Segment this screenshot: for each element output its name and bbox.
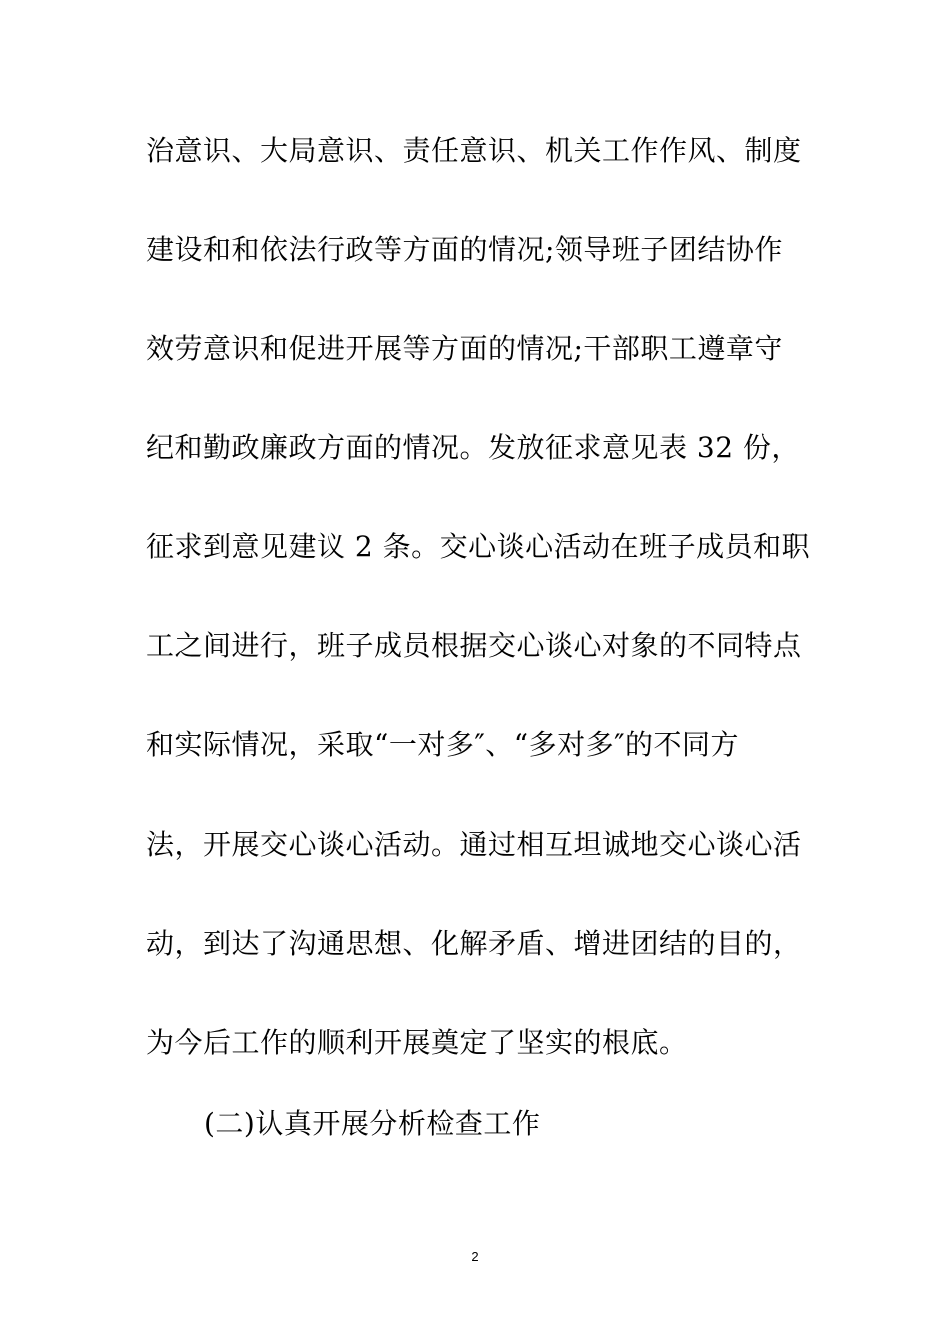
body-text-line: 工之间进行，班子成员根据交心谈心对象的不同特点	[146, 629, 802, 662]
body-text-line: 法，开展交心谈心活动。通过相互坦诚地交心谈心活	[146, 828, 802, 861]
body-text-line: 效劳意识和促进开展等方面的情况;干部职工遵章守	[146, 332, 783, 365]
body-text-line: 为今后工作的顺利开展奠定了坚实的根底。	[146, 1026, 688, 1059]
body-text-line: 纪和勤政廉政方面的情况。发放征求意见表 32 份，	[146, 431, 800, 464]
body-text-line: 动，到达了沟通思想、化解矛盾、增进团结的目的，	[146, 927, 802, 960]
body-text-line: 治意识、大局意识、责任意识、机关工作作风、制度	[146, 134, 802, 167]
body-text-line: 建设和和依法行政等方面的情况;领导班子团结协作	[146, 233, 783, 266]
section-heading: (二)认真开展分析检查工作	[204, 1107, 541, 1140]
body-text-line: 和实际情况，采取“一对多″、“多对多″的不同方	[146, 728, 740, 761]
body-text-line: 征求到意见建议 2 条。交心谈心活动在班子成员和职	[146, 530, 811, 563]
page-number: 2	[471, 1249, 479, 1264]
